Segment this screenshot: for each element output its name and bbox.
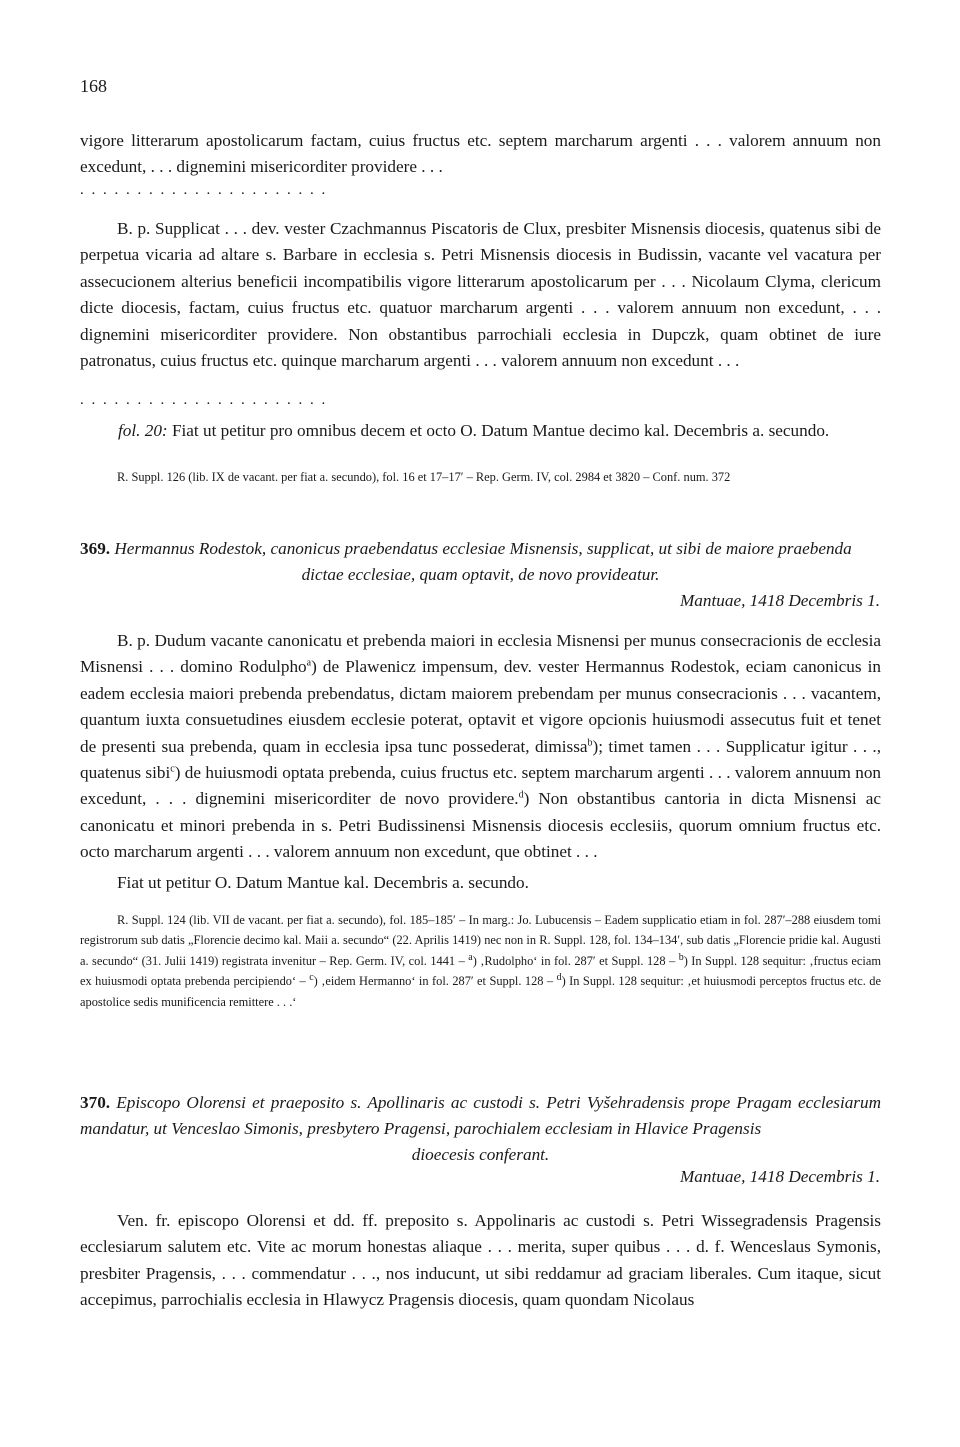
entry-370-heading bbox=[80, 1090, 881, 1168]
entry-summary: Hermannus Rodestok, canonicus praebendatus ecclesiae Misnensis, supplicat, ut sibi de maiore praebenda bbox=[114, 539, 852, 558]
entry-370-body: Ven. fr. episcopo Olorensi et dd. ff. preposito s. Appolinaris ac custodi s. Petri Wissegradensis Pragensis ecclesiarum salutem etc. Vite ac morum honestas aliaque . . . merita, super quibus . . . d. f. Wenceslaus Symonis, presbiter Pragensis, . . . commendatur . . ., nos inducunt, ut sibi reddamur ad graciam liberales. Cum itaque, sicut accepimus, parrochialis ecclesia in Hlawycz Pragensis diocesis, quam quondam Nicolaus bbox=[80, 1211, 881, 1310]
fiat-text: Fiat ut petitur pro omnibus decem et octo O. Datum Mantue decimo kal. Decembris a. secundo. bbox=[171, 421, 830, 440]
entry-369-body: B. p. Dudum vacante canonicatu et prebenda maiori in ecclesia Misnensi per munus consecracionis de ecclesia Misnensi . . . domino Rodulpho$^a$) de Plawenicz impensum, dev. vester Hermannus Rodestok, eciam canonicus in eadem ecclesia maiori prebenda prebendatus, dictam maiorem prebendam per munus consecracionis . . . vacantem, quantum iuxta consuetudines eiusdem ecclesie poterat, optavit et vigore opcionis huiusmodi assecutus fuit et tenet de presenti sua prebenda, quam in ecclesia ipsa tunc possederat, dimissa$^b$); timet tamen . . . Supplicatur igitur . . ., quatenus sibi$^c$) de huiusmodi optata prebenda, cuius fructus etc. septem marcharum argenti . . . valorem annuum non excedunt, . . . dignemini misericorditer de novo providere.$^d$) Non obstantibus cantoria in dicta Misnensi ac canonicatu et minori prebenda in s. Petri Budissinensi Misnensis diocesis ecclesiis, quorum omnium fructus etc. octo marcharum argenti . . . valorem annuum non excedunt, que obtinet . . . bbox=[80, 631, 882, 862]
ellipsis-line: . . . . . . . . . . . . . . . . . . . . . . bbox=[80, 392, 328, 408]
source-reference: R. Suppl. 126 (lib. IX de vacant. per fiat a. secundo), fol. 16 et 17–17′ – Rep. Germ. IV, col. 2984 et 3820 – Conf. num. 372 bbox=[117, 470, 731, 484]
continuation-paragraph: vigore litterarum apostolicarum factam, cuius fructus etc. septem marcharum argenti . . . valorem annuum non excedunt, . . . dignemini misericorditer providere . . . bbox=[80, 131, 881, 177]
folio-reference: fol. 20: bbox=[118, 421, 168, 440]
entry-369-fiat: Fiat ut petitur O. Datum Mantue kal. Decembris a. secundo. bbox=[117, 873, 529, 892]
entry-number: 369. bbox=[80, 539, 111, 558]
supplication-paragraph: B. p. Supplicat . . . dev. vester Czachmannus Piscatoris de Clux, presbiter Misnensis diocesis, quatenus sibi de perpetua vicaria ad altare s. Barbare in ecclesia s. Petri Misnensis diocesis in Budissin, vacante vel vacatura per assecucionem alterius beneficii incompatibilis vigore litterarum apostolicarum per . . . Nicolaum Clyma, clericum dicte diocesis, factam, cuius fructus etc. quatuor marcharum argenti . . . valorem annuum non excedunt, . . . dignemini misericorditer providere. Non obstantibus parrochiali ecclesia in Dupczk, quam obtinet de iure patronatus, cuius fructus etc. quinque marcharum argenti . . . valorem annuum non excedunt . . . bbox=[80, 219, 881, 371]
entry-369-notes: R. Suppl. 124 (lib. VII de vacant. per fiat a. secundo), fol. 185–185′ – In marg.: Jo. Lubucensis – Eadem supplicatio etiam in fol. 287′–288 eiusdem tomi registrorum sub datis „Florencie decimo kal. Maii a. secundo“ (22. Aprilis 1419) nec non in R. Suppl. 128, fol. 134–134′, sub datis „Florencie pridie kal. Augusti a. secundo“ (31. Julii 1419) registrata invenitur – Rep. Germ. IV, col. 1441 – $^a$) ‚Rudolpho‘ in fol. 287′ et Suppl. 128 – $^b$) In Suppl. 128 sequitur: ‚fructus eciam ex huiusmodi optata prebenda percipiendo‘ – $^c$) ‚eidem Hermanno‘ in fol. 287′ et Suppl. 128 – $^d$) In Suppl. 128 sequitur: ‚et huiusmodi perceptos fructus etc. de apostolice sedis munificencia remittere . . .‘ bbox=[80, 913, 881, 1009]
entry-summary-end: dioecesis conferant. bbox=[411, 1145, 550, 1164]
fiat-line bbox=[118, 418, 881, 444]
entry-370-date: Mantuae, 1418 Decembris 1. bbox=[679, 1167, 880, 1186]
page-number: 168 bbox=[80, 76, 107, 96]
entry-369-date: Mantuae, 1418 Decembris 1. bbox=[679, 591, 880, 610]
entry-summary: Episcopo Olorensi et praeposito s. Apollinaris ac custodi s. Petri Vyšehradensis prope Pragam ecclesiarum mandatur, ut Venceslao Simonis, presbytero Pragensi, parochialem ecclesiam in Hlavice Pragensis bbox=[80, 1093, 882, 1138]
entry-369-heading bbox=[80, 536, 881, 588]
entry-number: 370. bbox=[80, 1093, 111, 1112]
ellipsis-line: . . . . . . . . . . . . . . . . . . . . . . bbox=[80, 182, 328, 198]
entry-summary-end: dictae ecclesiae, quam optavit, de novo provideatur. bbox=[301, 565, 660, 584]
